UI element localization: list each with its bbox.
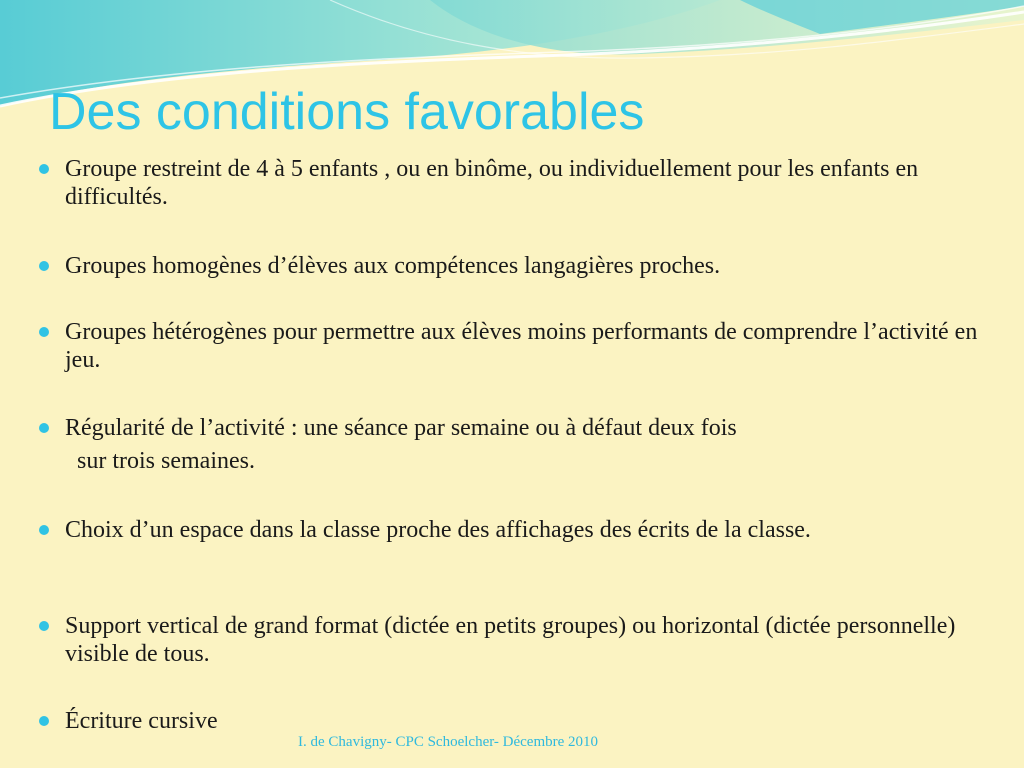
bullet-text: Écriture cursive xyxy=(65,708,218,734)
list-item xyxy=(65,252,990,280)
slide-footer: I. de Chavigny- CPC Schoelcher- Décembre 2010 xyxy=(298,734,599,750)
bullet-dot-icon xyxy=(39,525,49,535)
bullet-dot-icon xyxy=(39,261,49,271)
bullet-text: Groupe restreint de 4 à 5 enfants , ou en binôme, ou individuellement pour les enfants en difficultés. xyxy=(65,156,919,210)
bullet-dot-icon xyxy=(39,164,49,174)
list-item xyxy=(65,318,990,374)
bullet-text: Choix d’un espace dans la classe proche des affichages des écrits de la classe. xyxy=(65,517,811,543)
bullet-text: Régularité de l’activité : une séance par semaine ou à défaut deux fois xyxy=(65,415,737,441)
bullet-text: Groupes hétérogènes pour permettre aux élèves moins performants de comprendre l’activité en jeu. xyxy=(65,319,978,373)
bullet-text: Groupes homogènes d’élèves aux compétences langagières proches. xyxy=(65,253,721,279)
bullet-continuation: sur trois semaines. xyxy=(77,448,255,474)
list-item xyxy=(65,155,990,211)
list-item xyxy=(65,707,990,735)
bullet-dot-icon xyxy=(39,327,49,337)
bullet-dot-icon xyxy=(39,716,49,726)
list-item xyxy=(65,612,990,668)
list-item xyxy=(65,414,990,475)
bullet-dot-icon xyxy=(39,423,49,433)
bullet-dot-icon xyxy=(39,621,49,631)
slide-title: Des conditions favorables xyxy=(49,83,645,141)
list-item xyxy=(65,516,990,544)
bullet-text: Support vertical de grand format (dictée en petits groupes) ou horizontal (dictée personnelle) visible de tous. xyxy=(65,613,956,667)
